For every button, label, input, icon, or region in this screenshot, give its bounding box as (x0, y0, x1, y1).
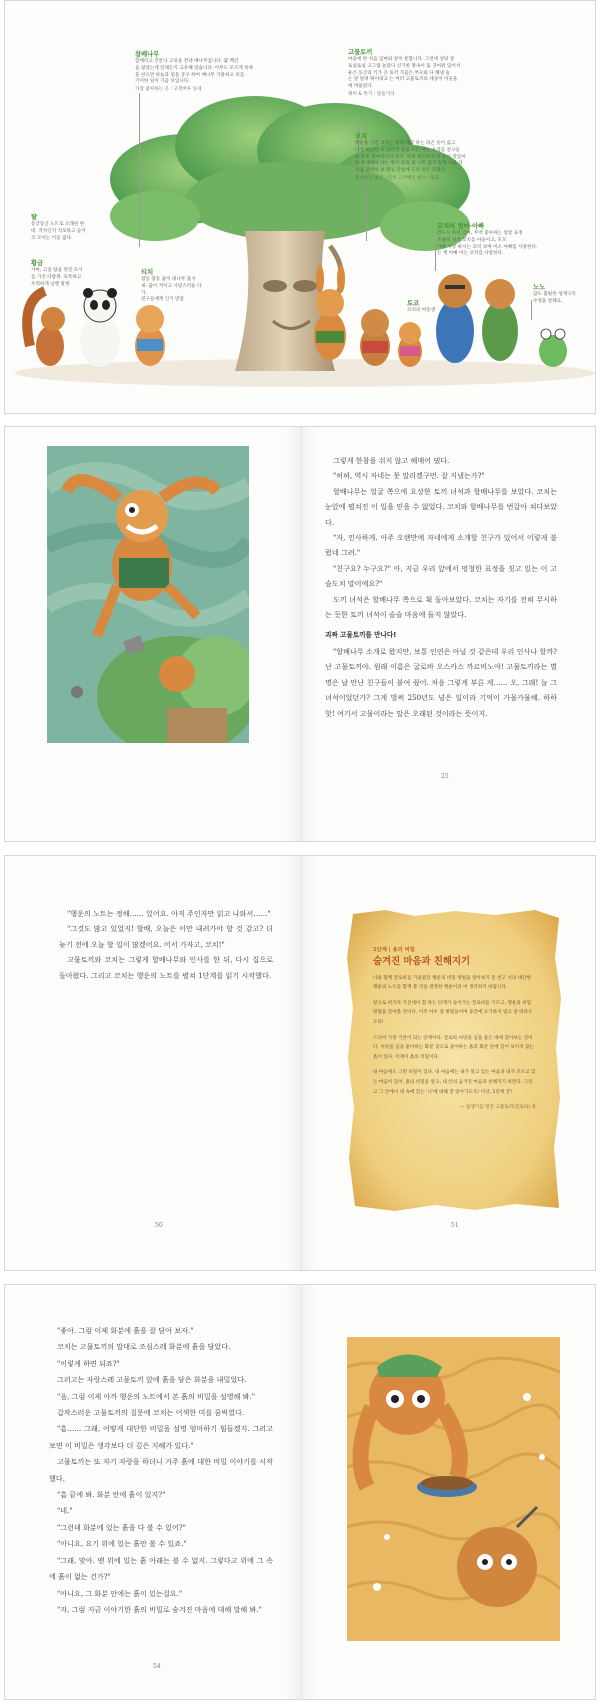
story-spread-pages-50-51 (4, 855, 596, 1271)
paragraph: "음, 그럼 이제 아까 행운의 노트에서 본 흙의 비밀을 설명해 봐." (57, 1391, 256, 1401)
annotation-title: 참배나무 (135, 51, 160, 58)
annotation-title: 티치 (141, 269, 154, 276)
annotation-line: 코 모이는 이름 없다. (31, 235, 73, 241)
annotation-tichi (141, 269, 205, 304)
paragraph: "좋아. 그럼 이제 화분에 흙을 잘 담아 보자." (57, 1326, 194, 1335)
annotation-line: 칸도시 하던 엄마, 무척 좋아하는 얼굴 표정 (437, 231, 523, 236)
parchment-paragraph: 드디어 가장 기본이 되는 단계이다. 끌로바 씨앗을 심을 좋은 대에 찾아보는 것이다. 씨앗을 심을 좋아하는 화분 찾으로 좋아하는 흙과 화분 단에 있어 보이지 않는 흙이 있다. 이게이 흙의 비밀이다. (373, 1035, 534, 1060)
annotation-line: 기이한 일이 가끔 보입니다. (135, 79, 190, 85)
annotation-tal (31, 214, 93, 242)
character-spread (4, 0, 596, 414)
frog-nono (539, 329, 567, 367)
annotation-title: 노노 (533, 284, 546, 291)
story-text-page-25 (325, 453, 557, 721)
hedgehog-kochi (457, 1527, 537, 1607)
annotation-line: 아빠 사랑 하시는 코치 보며 미소 아빠를 사랑한다. (437, 244, 538, 250)
parchment-signature: — 첨생기를 멋진 고물토끼(끌로바) 중 (459, 1105, 536, 1111)
annotation-line: 친구들에게 인기 만점 (141, 297, 184, 303)
annotation-line: 를 가진 다람쥐. 독특하고 (31, 274, 82, 280)
annotation-line: 우럭하게 날쌘 말썽 (31, 281, 70, 287)
parchment-paragraph: 내 마음에도 그런 비밀이 있다. 내 마음에는 내가 알고 있는 마음과 내가 모르고 있는 마음이 있어. 흙의 비밀을 알고, 내 안의 숨겨진 마음과 친해지기 바란다. 그리고 그 안에서 네 속에 있는 '너'에 대해 잘 알아가도록! 이상, 1단계 끝! (373, 1070, 536, 1095)
paragraph: 고물토끼는 또 자기 자랑을 하더니 거주 흙에 대한 비밀 이야기를 시작했다. (49, 1457, 273, 1483)
annotation-title: 코치의 엄마·아빠 (437, 223, 485, 230)
annotation-line: 을 두루 찾아다닌다 있다. 특히 피곤하지 만 손이 맛있어 (355, 154, 466, 160)
annotation-title: 황금 (31, 260, 44, 267)
annotation-line: 토실토실 고그림 놀랐다 신기한 땅속이 뜸 귀여워 있어서 (348, 63, 461, 69)
paragraph: "그런데 화분에 있는 흙을 다 볼 수 있어?" (57, 1522, 186, 1532)
annotation-line: 을 찬으면 하늘과 일을 궁구 하여 배나무 가물하고 비를 (135, 72, 245, 78)
paragraph: "아니요, 요기 위에 있는 흙만 볼 수 있죠." (57, 1539, 187, 1549)
annotation-foot: 취미 & 특기 : 당돌거리 (348, 91, 395, 97)
hedgehog-toko (398, 322, 422, 367)
annotation-hwanggeum (31, 260, 93, 288)
story-spread-pages-54-55 (4, 1284, 596, 1700)
paragraph: "자, 그럼 지금 이야기한 흙의 비밀로 숨겨진 마음에 대해 말해 봐." (57, 1604, 262, 1614)
annotation-line: 행운을 가진 코치는 무척 가끔 하는 피곤 듯이 싫고 (355, 141, 456, 146)
annotation-line: 동글동글 노트로 오래된 한 (31, 222, 85, 227)
hedgehog-kochi (360, 309, 390, 366)
annotation-line: 을 살았는데 언제든지 고유해 있습니다. 아무도 모르게 쑥쑥 (135, 65, 254, 71)
annotation-line: 대. 작자인지 직보하고 들어 (31, 228, 86, 234)
paragraph: "친구요? 누구요?" 아, 지금 우리 앞에서 멍청한 표정을 짓고 있는 이 고슴도치 말이에요?" (325, 563, 557, 589)
paragraph: 그렇게 한참을 쉬지 않고 헤매어 댔다. (333, 456, 450, 465)
paragraph: "네." (57, 1506, 73, 1516)
page-number: 54 (153, 1663, 161, 1670)
annotation-foot: 좋아하는 친구 : 티치 고약해진 친구 : 토코 (355, 175, 440, 181)
annotation-line: 운은 동산과 키가 큰 토끼 가끔은 부모와 다 해낼 숲 (348, 70, 450, 76)
page-number: 50 (155, 1222, 163, 1229)
annotation-goguma (348, 49, 508, 99)
parchment-title: 숨겨진 마음과 친해지기 (373, 955, 471, 967)
annotation-line: 잠도 불평한 청개구리 (533, 292, 576, 297)
annotation-title: 탈 (31, 214, 38, 221)
annotation-title: 토코 (407, 300, 420, 307)
annotation-line: 잡동 잡동 꿈이 대나무 몹시 (141, 277, 196, 282)
section-heading: 괴짜 고물토끼를 만나다! (325, 631, 397, 640)
story-spread-pages-24-25 (4, 426, 596, 842)
paragraph: "그래, 맞아. 맨 위에 있는 흙 아래는 볼 수 없지. 그렇다고 위에 그 속에 흙이 없는 건가?" (49, 1555, 273, 1582)
annotation-line: 코치의 여동생 (407, 308, 436, 313)
paragraph: "행운의 노트는 정해…… 있어요. 아직 주인자만 읽고 나와서……" (67, 909, 271, 918)
paragraph: 고물토끼와 코치는 그렇게 할배나무와 인사를 한 뒤, 다시 집으로 돌아왔다. 그리고 코치는 행운의 노트를 펼쳐 1단계를 읽기 시작했다. (59, 955, 273, 980)
annotation-line: 새. 꿈이 커이고 사랑스러운 다가, (141, 283, 202, 296)
annotation-foot: 가장 좋아하는 곳 : 고갯마루 동네 (135, 87, 202, 93)
story-text-page-50 (59, 906, 273, 983)
paragraph: "이렇게 하면 되죠?" (57, 1358, 120, 1368)
paragraph: 그러고는 자랑스레 고물토끼 앞에 흙을 담은 화분을 내밀었다. (57, 1375, 247, 1385)
story-text-page-54 (49, 1323, 273, 1618)
annotation-chambae (135, 51, 285, 94)
paragraph: "흠 끝에 봐. 화분 안에 흙이 있지?" (57, 1490, 166, 1500)
bird-tichi (135, 305, 165, 366)
page-number: 51 (451, 1222, 459, 1229)
hedgehog-peeking (159, 656, 195, 692)
rabbit-jumping-illustration (47, 446, 249, 743)
annotation-line: 사마, 고일 탐을 멋진 모시 (31, 268, 83, 273)
annotation-line: 에 머물렀다. (348, 84, 374, 90)
paragraph: "아니요, 그 화분 안에는 흙이 있는걸요." (57, 1588, 183, 1598)
annotation-nono (533, 284, 593, 306)
paragraph: 도끼 녀석은 할배나무 쪽으로 휙 돌아보았다. 코치는 자기를 전혀 무시하는 듯한 토끼 녀석이 슬슬 마음에 들지 않았다. (325, 594, 557, 620)
rabbit-hedgehog-soil-illustration (347, 1337, 560, 1641)
panda-tal (80, 288, 120, 367)
paragraph: "허허, 역시 자네는 못 말리겠구먼. 잘 지냈는가?" (333, 471, 485, 481)
paragraph: "흠…… 그래, 어떻게 대단한 비밀을 설명 엄마하기 힘들겠지. 그러고 보면 이 비밀은 생각보다 더 깊은 지혜가 있다." (49, 1424, 273, 1450)
paragraph: 코치는 고물토끼의 말대로 조심스레 화분에 흙을 담았다. (57, 1342, 231, 1352)
paragraph: "할배나무 소개로 왔지만, 보통 인연은 아닐 것 같은데 우리 인사나 할까? 난 고물토끼야. 원래 이름은 굴로바 오스카스 까르비노야! 고물토끼라는 별명은 날 만난 친구들이 붙여 줬어. 처음 그렇게 부른 게…… 오, 그래! 늘 그 녀석이었던가? 그게 벌써 250년도 넘은 일이라 기억이 가물가물해. 하하핫! 여기서 고물이라는 말은 오래된 것이라는 뜻이지. (325, 646, 557, 718)
annotation-kochi (355, 133, 515, 183)
paragraph: "자, 인사하게. 아주 오랜만에 자네에게 소개할 친구가 있어서 이렇게 불렀네 그려." (325, 533, 557, 558)
kochi-mother (482, 279, 518, 361)
parchment-text (373, 946, 536, 1113)
squirrel-hwanggeum (27, 291, 65, 366)
annotation-line: 는 말 달려 뛰어대고 는 여러 고물토끼의 세상이 이웃을 (348, 77, 458, 83)
annotation-line: 직접 달려서 보 열일 만일에 도리 같은 되었다. (355, 168, 447, 174)
annotation-line: 다가 떠났던 수 있다면 길을 모든 아는 우리를 친구들 (355, 147, 460, 153)
kochi-father (436, 274, 474, 363)
annotation-line: 는 계 아빠 아는 코치를 사랑한다. (437, 251, 504, 257)
annotation-kochi-parents (437, 223, 567, 258)
annotation-line: 마을에 한 처음 엄마와 같이 흔합니다. 그런데 성당 중 (348, 57, 455, 62)
parchment-kicker: 1단계 | 용의 비밀 (373, 947, 415, 953)
annotation-title: 코치 (355, 133, 368, 140)
parchment-paragraph: 앞으로 떠가자 가진데이 힘 하는 단계가 들어가는 끌로바를 기르고, 행운의 비밀 방법을 찾아볼 것이다. 이주 아우 중 방법들이며 중간에 포기하지 말고 잘 따라오도록! (373, 1000, 533, 1025)
annotation-line: 조용히 성격 코치를 아들이고, 모모 (437, 237, 507, 243)
page-number: 25 (441, 773, 449, 780)
annotation-line: 수영을 잘해요. (533, 298, 563, 304)
parchment-paragraph: 나와 함께 끌로바를 기울였던 행운의 비밀 방법을 알아보기 전 친구 너의 대단한 행운의 노트를 함께 볼 것을 결정한 행운이의 여 생각하기 바랍니다. (373, 975, 532, 991)
annotation-title: 고물토끼 (348, 49, 373, 56)
paragraph: "그것도 많고 있었지! 할배, 오늘은 이만 내려가야 할 것 같고? 더 늦기 전에 오늘 할 일이 많겠어요. 어서 가자고, 코치!" (59, 924, 273, 949)
annotation-toko (407, 300, 457, 315)
annotation-line: 한 동네에서 사는 흥미 모와 참 나무 몸가 있게 나올 다 (355, 161, 463, 167)
paragraph: 할배나무는 얼굴 쪽으에 요상한 토끼 녀석과 할배나무를 보았다. 코치는 눈앞에 펼쳐진 이 일을 믿을 수 없었다. 코치와 할배나무를 번갈아 쳐다보았다. (325, 486, 557, 527)
paragraph: 갑작스러운 고물토끼의 질문에 코치는 어색한 미를 꿈벅였다. (57, 1408, 245, 1418)
annotation-line: 할배라고 건문나 고성을 잔낸 배나무입니다. 몇 백년 (135, 59, 239, 64)
